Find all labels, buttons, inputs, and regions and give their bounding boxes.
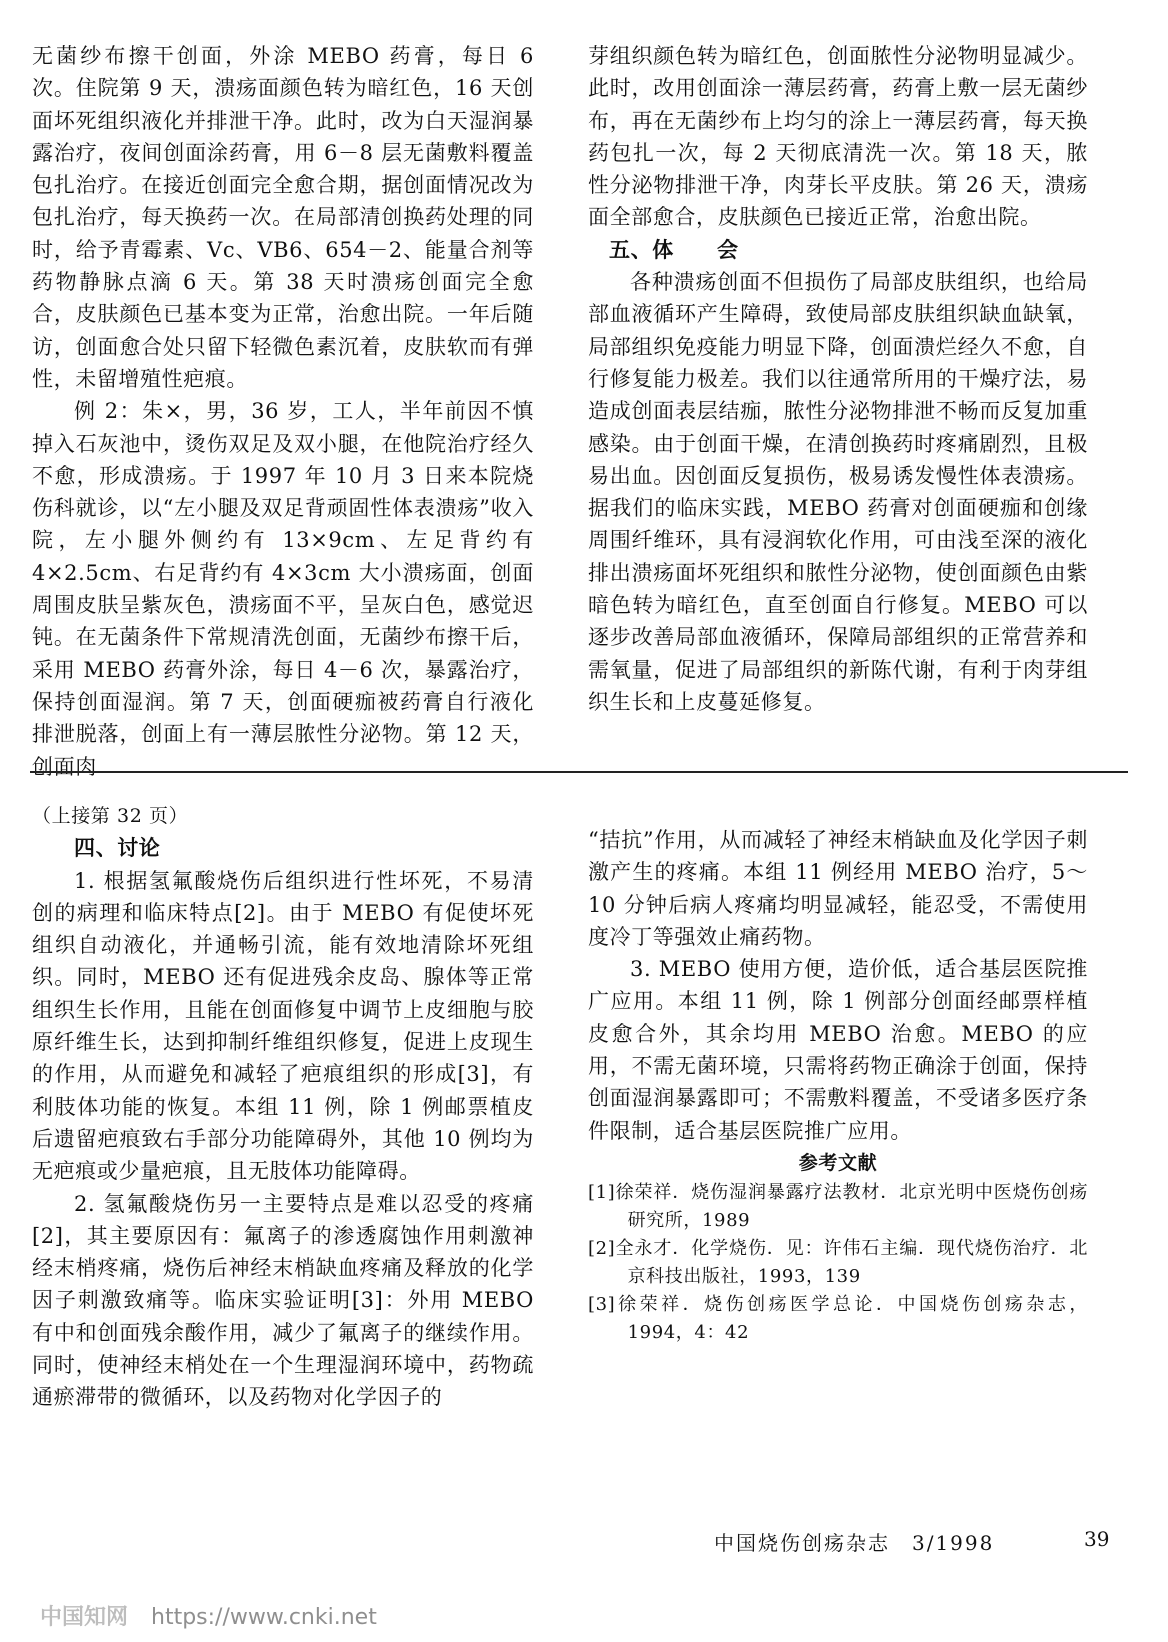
paragraph: 无菌纱布擦干创面，外涂 MEBO 药膏，每日 6 次。住院第 9 天，溃疡面颜色转为暗红色，16 天创面坏死组织液化并排泄干净。此时，改为白天湿润暴露治疗，夜间创面涂药膏，用 6－8 层无菌敷料覆盖包扎治疗。在接近创面完全愈合期，据创面情况改为包扎治疗，每天换药一次。在局部清创换药处理的同时，给予青霉素、Vc、VB6、654－2、能量合剂等药物静脉点滴 6 天。第 38 天时溃疡创面完全愈合，皮肤颜色已基本变为正常，治愈出院。一年后随访，创面愈合处只留下轻微色素沉着，皮肤软而有弹性，未留增殖性疤痕。 <box>32 44 534 391</box>
reference-item: [1]徐荣祥．烧伤湿润暴露疗法教材．北京光明中医烧伤创疡研究所，1989 <box>588 1182 1088 1232</box>
lower-right-column <box>588 824 1088 1347</box>
journal-footer: 中国烧伤创疡杂志 3/1998 <box>714 1531 995 1555</box>
watermark-url: https://www.cnki.net <box>151 1605 377 1630</box>
watermark-brand: 中国知网 <box>40 1605 129 1630</box>
section-heading: 四、讨论 <box>74 835 161 861</box>
reference-item: [3]徐荣祥．烧伤创疡医学总论．中国烧伤创疡杂志，1994，4：42 <box>588 1294 1088 1344</box>
lower-left-column <box>32 800 534 1414</box>
paragraph: 各种溃疡创面不但损伤了局部皮肤组织，也给局部血液循环产生障碍，致使局部皮肤组织缺血缺氧，局部组织免疫能力明显下降，创面溃烂经久不愈，自行修复能力极差。我们以往通常所用的干燥疗法，易造成创面表层结痂，脓性分泌物排泄不畅而反复加重感染。由于创面干燥，在清创换药时疼痛剧烈，且极易出血。因创面反复损伤，极易诱发慢性体表溃疡。据我们的临床实践，MEBO 药膏对创面硬痂和创缘周围纤维环，具有浸润软化作用，可由浅至深的液化排出溃疡面坏死组织和脓性分泌物，使创面颜色由紫暗色转为暗红色，直至创面自行修复。MEBO 可以逐步改善局部血液循环，保障局部组织的正常营养和需氧量，促进了局部组织的新陈代谢，有利于肉芽组织生长和上皮蔓延修复。 <box>588 270 1088 714</box>
references-heading: 参考文献 <box>798 1151 878 1174</box>
cnki-watermark <box>40 1600 377 1631</box>
continued-note: （上接第 32 页） <box>32 805 189 827</box>
paragraph: 1. 根据氢氟酸烧伤后组织进行性坏死，不易清创的病理和临床特点[2]。由于 MEBO 有促使坏死组织自动液化，并通畅引流，能有效地清除坏死组织。同时，MEBO 还有促进残余皮岛、腺体等正常组织生长作用，且能在创面修复中调节上皮细胞与胶原纤维生长，达到抑制纤维组织修复，促进上皮现生的作用，从而避免和减轻了疤痕组织的形成[3]，有利肢体功能的恢复。本组 11 例，除 1 例邮票植皮后遗留疤痕致右手部分功能障碍外，其他 10 例均为无疤痕或少量疤痕，且无肢体功能障碍。 <box>32 868 534 1184</box>
paragraph: 2. 氢氟酸烧伤另一主要特点是难以忍受的疼痛[2]，其主要原因有：氟离子的渗透腐蚀作用刺激神经末梢疼痛，烧伤后神经末梢缺血疼痛及释放的化学因子刺激致痛等。临床实验证明[3]：外用 MEBO 有中和创面残余酸作用，减少了氟离子的继续作用。同时，使神经末梢处在一个生理湿润环境中，药物疏通瘀滞带的微循环，以及药物对化学因子的 <box>32 1191 534 1410</box>
paragraph: 例 2：朱×，男，36 岁，工人，半年前因不慎掉入石灰池中，烫伤双足及双小腿，在他院治疗经久不愈，形成溃疡。于 1997 年 10 月 3 日来本院烧伤科就诊，以“左小腿及双足背顽固性体表溃疡”收入院，左小腿外侧约有 13×9cm、左足背约有 4×2.5cm、右足背约有 4×3cm 大小溃疡面，创面周围皮肤呈紫灰色，溃疡面不平，呈灰白色，感觉迟钝。在无菌条件下常规清洗创面，无菌纱布擦干后，采用 MEBO 药膏外涂，每日 4－6 次，暴露治疗，保持创面湿润。第 7 天，创面硬痂被药膏自行液化排泄脱落，创面上有一薄层脓性分泌物。第 12 天，创面肉 <box>32 399 534 779</box>
upper-right-column <box>588 40 1088 718</box>
section-heading: 五、体 会 <box>609 236 739 262</box>
paragraph: “拮抗”作用，从而减轻了神经末梢缺血及化学因子刺激产生的疼痛。本组 11 例经用 MEBO 治疗，5～10 分钟后病人疼痛均明显减轻，能忍受，不需使用度冷丁等强效止痛药物。 <box>588 828 1088 949</box>
references-list <box>588 1179 1088 1347</box>
reference-item: [2]全永才．化学烧伤．见：许伟石主编．现代烧伤治疗．北京科技出版社，1993，139 <box>588 1238 1088 1288</box>
upper-left-column <box>32 40 534 783</box>
paragraph: 芽组织颜色转为暗红色，创面脓性分泌物明显减少。此时，改用创面涂一薄层药膏，药膏上敷一层无菌纱布，再在无菌纱布上均匀的涂上一薄层药膏，每天换药包扎一次，每 2 天彻底清洗一次。第 18 天，脓性分泌物排泄干净，肉芽长平皮肤。第 26 天，溃疡面全部愈合，皮肤颜色已接近正常，治愈出院。 <box>588 44 1088 230</box>
section-divider <box>30 771 1128 773</box>
paragraph: 3. MEBO 使用方便，造价低，适合基层医院推广应用。本组 11 例，除 1 例部分创面经邮票样植皮愈合外，其余均用 MEBO 治愈。MEBO 的应用，不需无菌环境，只需将药物正确涂于创面，保持创面湿润暴露即可；不需敷料覆盖，不受诸多医疗条件限制，适合基层医院推广应用。 <box>588 957 1088 1143</box>
page-number: 39 <box>1084 1527 1110 1551</box>
